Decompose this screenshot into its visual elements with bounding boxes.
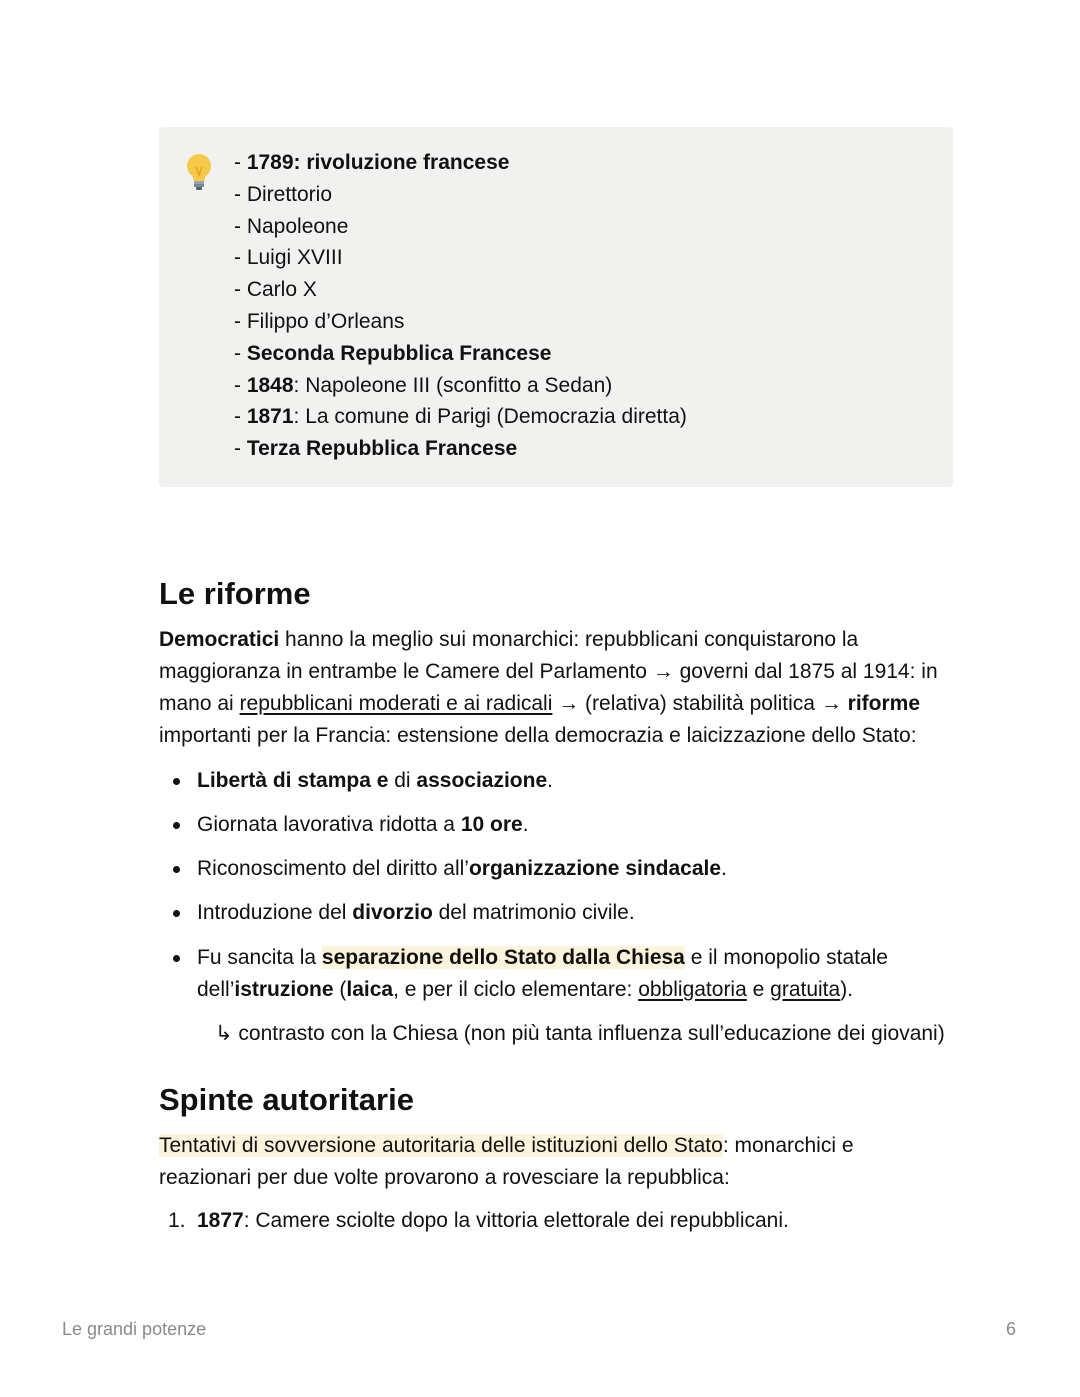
list-item: 1. 1877: Camere sciolte dopo la vittoria elettorale dei repubblicani. <box>168 1209 789 1232</box>
paragraph-spinte: Tentativi di sovversione autoritaria delle istituzioni dello Stato: monarchici e reazionari per due volte provarono a rovesciare la repubblica: <box>159 1134 854 1189</box>
timeline-item: - Terza Repubblica Francese <box>234 437 518 461</box>
list-item: Libertà di stampa e di associazione. <box>197 765 957 797</box>
paragraph-riforme: Democratici hanno la meglio sui monarchici: repubblicani conquistarono la maggioranza in entrambe le Camere del Parlamento → governi dal 1875 al 1914: in mano ai repubblicani moderati e ai radicali → (relativa) stabilità politica → riforme importanti per la Francia: estensione della democrazia e laicizzazione dello Stato: <box>159 628 938 747</box>
list-item: Riconoscimento del diritto all’organizzazione sindacale. <box>197 853 957 885</box>
timeline-item: - 1789: rivoluzione francese <box>234 151 510 174</box>
list-item: Giornata lavorativa ridotta a 10 ore. <box>197 809 957 841</box>
footer-title: Le grandi potenze <box>62 1319 207 1339</box>
timeline-list <box>234 147 687 465</box>
timeline-item: - Luigi XVIII <box>234 246 343 270</box>
heading-riforme: Le riforme <box>159 576 311 611</box>
list-item: Introduzione del divorzio del matrimonio civile. <box>197 897 957 929</box>
list-item: Fu sancita la separazione dello Stato dalla Chiesa e il monopolio statale dell’istruzione (laica, e per il ciclo elementare: obbligatoria e gratuita). <box>197 942 957 1006</box>
nested-note: ↳ contrasto con la Chiesa (non più tanta influenza sull’educazione dei giovani) <box>215 1022 945 1045</box>
heading-spinte-autoritarie: Spinte autoritarie <box>159 1082 414 1117</box>
timeline-item: - 1871: La comune di Parigi (Democrazia diretta) <box>234 405 687 429</box>
timeline-item: - Filippo d’Orleans <box>234 309 405 333</box>
callout-box <box>159 127 953 487</box>
timeline-item: - 1848: Napoleone III (sconfitto a Sedan) <box>234 373 613 397</box>
lightbulb-icon <box>181 151 217 193</box>
page-number: 6 <box>1006 1319 1017 1339</box>
timeline-item: - Napoleone <box>234 214 349 238</box>
timeline-item: - Carlo X <box>234 278 317 302</box>
timeline-item: - Direttorio <box>234 182 333 206</box>
timeline-item: - Seconda Repubblica Francese <box>234 341 552 365</box>
